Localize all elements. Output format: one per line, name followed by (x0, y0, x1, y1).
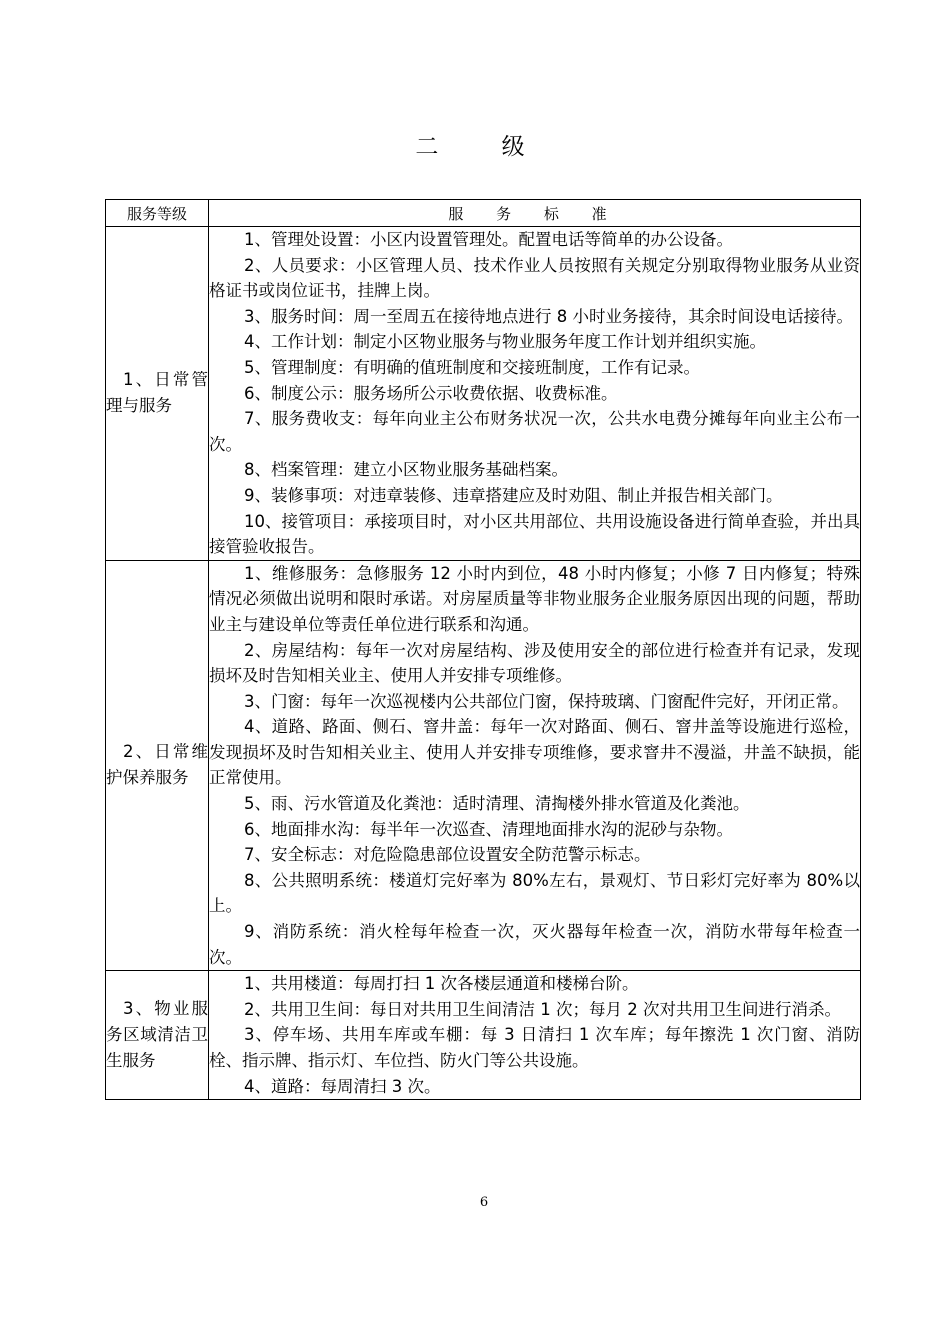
service-level-cell: 2、日常维护保养服务 (106, 560, 209, 971)
standard-item: 4、工作计划：制定小区物业服务与物业服务年度工作计划并组织实施。 (244, 332, 766, 352)
page-title: 二 级 (415, 134, 553, 160)
standard-item: 2、房屋结构：每年一次对房屋结构、涉及使用安全的部位进行检查并有记录，发现损坏及时告知相关业主、使用人并安排专项维修。 (209, 640, 860, 686)
header-service-level: 服务等级 (106, 200, 209, 227)
standard-item: 4、道路：每周清扫 3 次。 (244, 1076, 441, 1096)
service-level-cell: 3、物业服务区域清洁卫生服务 (106, 971, 209, 1100)
service-level-cell: 1、日常管理与服务 (106, 227, 209, 561)
standard-item: 6、地面排水沟：每半年一次巡查、清理地面排水沟的泥砂与杂物。 (244, 819, 733, 839)
standard-item: 1、管理处设置：小区内设置管理处。配置电话等简单的办公设备。 (244, 230, 733, 249)
table-header-row (106, 200, 861, 227)
standard-item: 2、人员要求：小区管理人员、技术作业人员按照有关规定分别取得物业服务从业资格证书或岗位证书，挂牌上岗。 (209, 255, 860, 301)
standard-item: 6、制度公示：服务场所公示收费依据、收费标准。 (244, 383, 618, 403)
service-standard-cell (209, 560, 861, 971)
standard-item: 3、门窗：每年一次巡视楼内公共部位门窗，保持玻璃、门窗配件完好，开闭正常。 (244, 691, 849, 711)
standard-item: 7、服务费收支：每年向业主公布财务状况一次，公共水电费分摊每年向业主公布一次。 (209, 409, 860, 454)
page-number: 6 (479, 1195, 489, 1210)
table-row (106, 227, 861, 561)
standard-item: 9、装修事项：对违章装修、违章搭建应及时劝阻、制止并报告相关部门。 (244, 485, 783, 505)
service-standard-cell (209, 971, 861, 1100)
standard-item: 5、管理制度：有明确的值班制度和交接班制度，工作有记录。 (244, 357, 700, 377)
standard-item: 1、共用楼道：每周打扫 1 次各楼层通道和楼梯台阶。 (244, 974, 639, 994)
standard-item: 3、停车场、共用车库或车棚：每 3 日清扫 1 次车库；每年擦洗 1 次门窗、消防栓、指示牌、指示灯、车位挡、防火门等公共设施。 (209, 1025, 860, 1070)
table-row (106, 560, 861, 971)
standard-item: 8、档案管理：建立小区物业服务基础档案。 (244, 460, 568, 480)
standard-item: 9、消防系统：消火栓每年检查一次，灭火器每年检查一次，消防水带每年检查一次。 (209, 922, 860, 967)
standard-item: 1、维修服务：急修服务 12 小时内到位，48 小时内修复；小修 7 日内修复；特殊情况必须做出说明和限时承诺。对房屋质量等非物业服务企业服务原因出现的问题，帮助业主与建设单位等责任单位进行联系和沟通。 (209, 563, 860, 634)
standard-item: 7、安全标志：对危险隐患部位设置安全防范警示标志。 (244, 845, 651, 865)
standard-item: 2、共用卫生间：每日对共用卫生间清洁 1 次；每月 2 次对共用卫生间进行消杀。 (244, 999, 841, 1019)
standard-item: 10、接管项目：承接项目时，对小区共用部位、共用设施设备进行简单查验，并出具接管验收报告。 (209, 511, 860, 557)
header-service-standard (209, 200, 861, 227)
standard-item: 4、道路、路面、侧石、窨井盖：每年一次对路面、侧石、窨井盖等设施进行巡检，发现损坏及时告知相关业主、使用人并安排专项维修，要求窨井不漫溢，井盖不缺损，能正常使用。 (209, 717, 860, 788)
standard-item: 8、公共照明系统：楼道灯完好率为 80%左右，景观灯、节日彩灯完好率为 80%以上。 (209, 870, 860, 916)
table-row (106, 971, 861, 1100)
header-service-standard-label: 服 务 标 准 (448, 204, 621, 223)
standard-item: 3、服务时间：周一至周五在接待地点进行 8 小时业务接待，其余时间设电话接待。 (244, 306, 853, 326)
service-standard-table (105, 199, 861, 1100)
service-standard-cell (209, 227, 861, 561)
standard-item: 5、雨、污水管道及化粪池：适时清理、清掏楼外排水管道及化粪池。 (244, 794, 750, 814)
